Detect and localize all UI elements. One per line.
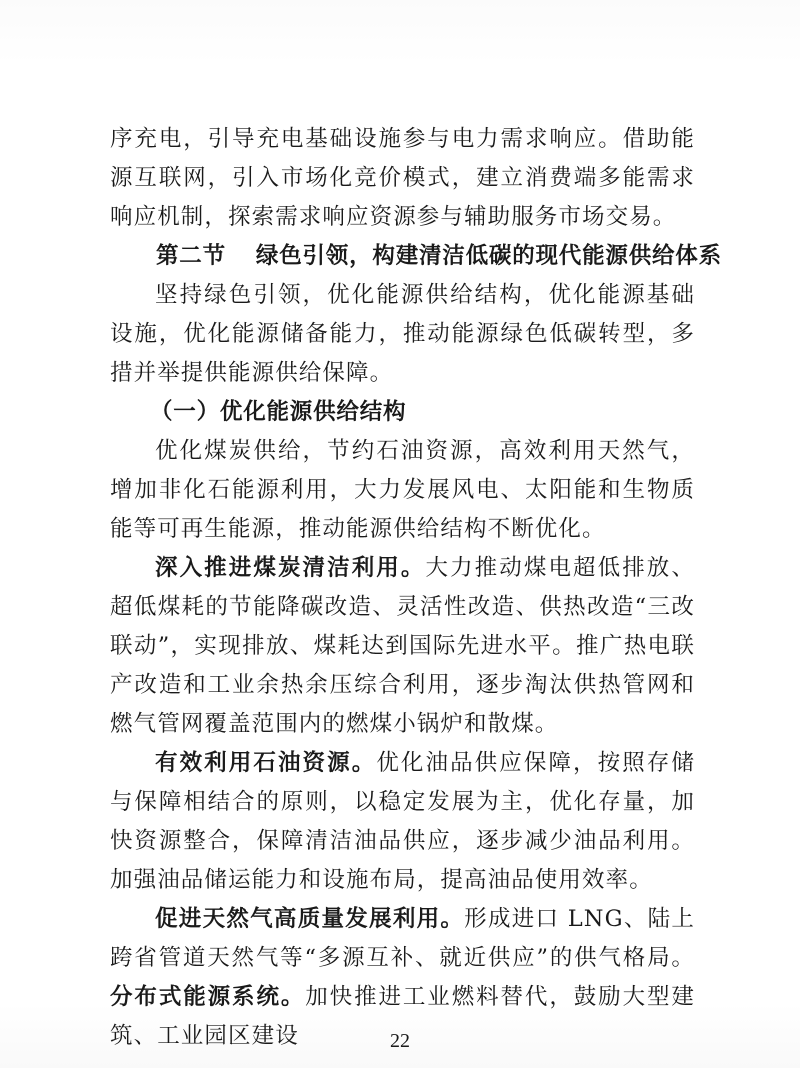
paragraph-oil bbox=[110, 744, 695, 900]
paragraph-section-intro bbox=[110, 276, 695, 393]
section-heading bbox=[156, 237, 756, 276]
paragraph-supply-structure bbox=[110, 432, 695, 549]
coal-lead-text: 深入推进煤炭清洁利用。 bbox=[155, 555, 426, 581]
paragraph-coal bbox=[110, 549, 695, 744]
oil-lead-text: 有效利用石油资源。 bbox=[155, 750, 377, 776]
gas-lead-text: 促进天然气高质量发展利用。 bbox=[155, 906, 465, 932]
page-number: 22 bbox=[390, 1030, 410, 1052]
section-heading-label: 第二节 bbox=[156, 243, 226, 269]
paragraph-demand-response bbox=[110, 120, 695, 237]
oil-body-text: 优化油品供应保障，按照存储与保障相结合的原则，以稳定发展为主，优化存量，加快资源整合，保障清洁油品供应，逐步减少油品利用。加强油品储运能力和设施布局，提高油品使用效率。 bbox=[110, 750, 695, 893]
subheading-text: （一）优化能源供给结构 bbox=[150, 399, 407, 425]
section-heading-title: 绿色引领，构建清洁低碳的现代能源供给体系 bbox=[255, 243, 722, 269]
paragraph-text: 坚持绿色引领，优化能源供给结构，优化能源基础设施，优化能源储备能力，推动能源绿色低碳转型，多措并举提供能源供给保障。 bbox=[110, 282, 695, 386]
coal-body-text: 大力推动煤电超低排放、超低煤耗的节能降碳改造、灵活性改造、供热改造“三改联动”，实现排放、煤耗达到国际先进水平。推广热电联产改造和工业余热余压综合利用，逐步淘汰供热管网和燃气管网覆盖范围内的燃煤小锅炉和散煤。 bbox=[110, 555, 695, 737]
paragraph-text: 优化煤炭供给，节约石油资源，高效利用天然气，增加非化石能源利用，大力发展风电、太阳能和生物质能等可再生能源，推动能源供给结构不断优化。 bbox=[110, 438, 695, 542]
distributed-lead-text: 分布式能源系统。 bbox=[110, 984, 306, 1010]
gas-body-text: 形成进口 LNG、陆上跨省管道天然气等“多源互补、就近供应”的供气格局。 bbox=[110, 906, 695, 971]
distributed-body-text: 加快推进工业燃料替代，鼓励大型建筑、工业园区建设 bbox=[110, 984, 695, 1049]
subheading bbox=[150, 393, 750, 432]
paragraph-text: 序充电，引导充电基础设施参与电力需求响应。借助能源互联网，引入市场化竞价模式，建立消费端多能需求响应机制，探索需求响应资源参与辅助服务市场交易。 bbox=[110, 126, 695, 230]
